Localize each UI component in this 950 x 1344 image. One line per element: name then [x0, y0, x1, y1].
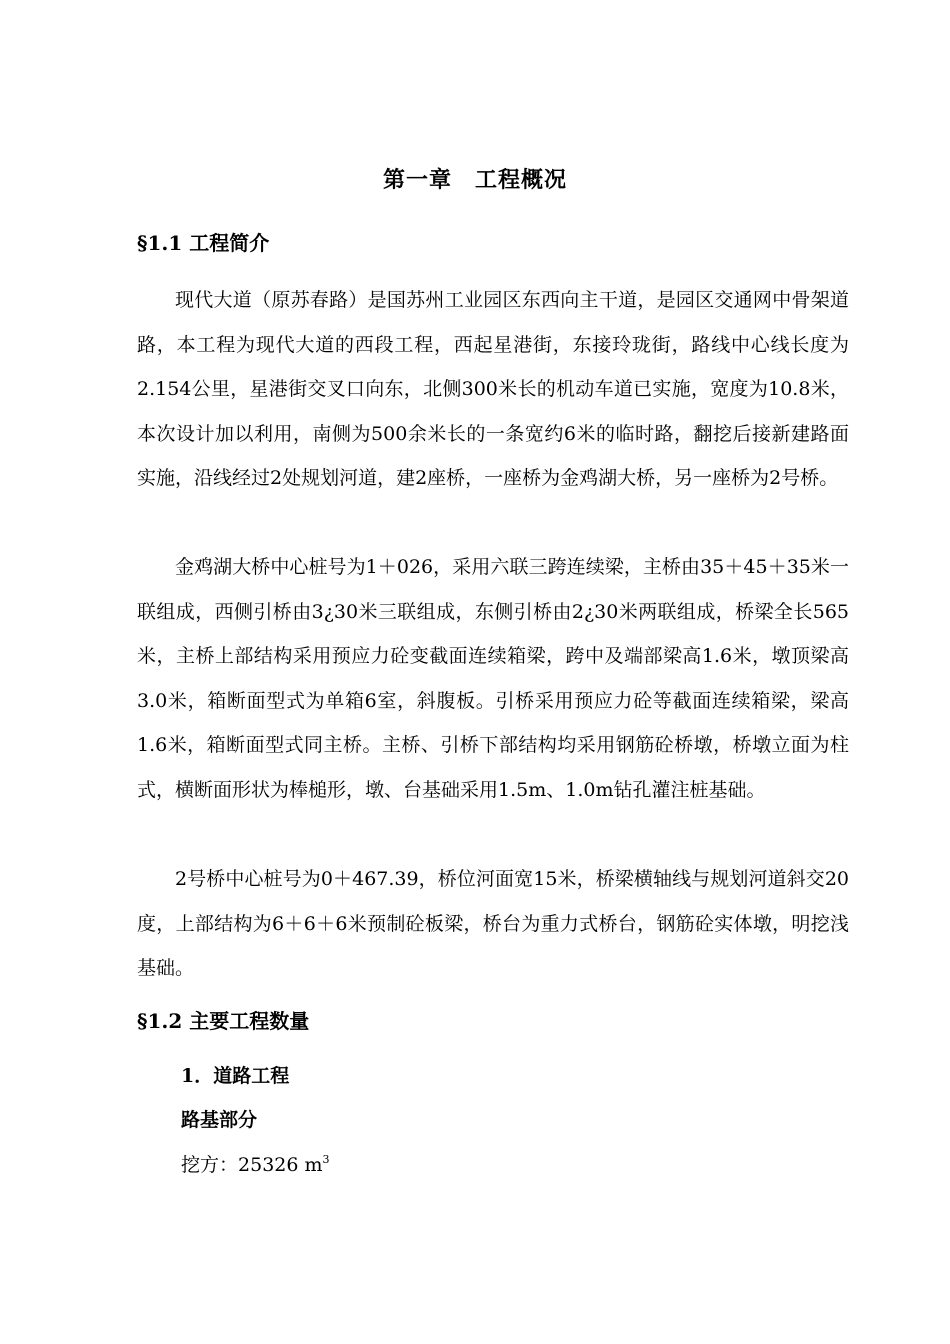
paragraph-project-overview: 现代大道（原苏春路）是国苏州工业园区东西向主干道，是园区交通网中骨架道路，本工程为现代大道的西段工程，西起星港街，东接玲珑街，路线中心线长度为2.154公里，星港街交叉口向东，北侧300米长的机动车道已实施，宽度为10.8米，本次设计加以利用，南侧为500余米长的一条宽约6米的临时路，翻挖后接新建路面实施，沿线经过2处规划河道，建2座桥，一座桥为金鸡湖大桥，另一座桥为2号桥。: [137, 289, 849, 489]
section-heading-1-2: §1.2 主要工程数量: [137, 1009, 310, 1033]
section-heading-1-1: §1.1 工程简介: [137, 231, 270, 255]
excavation-value: 25326 m: [238, 1154, 323, 1176]
excavation-line: [181, 1148, 330, 1182]
paragraph-bridge-2: 2号桥中心桩号为0＋467.39，桥位河面宽15米，桥梁横轴线与规划河道斜交20度，上部结构为6＋6＋6米预制砼板梁，桥台为重力式桥台，钢筋砼实体墩，明挖浅基础。: [137, 868, 849, 979]
paragraph-jinjihu-bridge: 金鸡湖大桥中心桩号为1＋026，采用六联三跨连续梁，主桥由35＋45＋35米一联组成，西侧引桥由3¿30米三联组成，东侧引桥由2¿30米两联组成，桥梁全长565米，主桥上部结构采用预应力砼变截面连续箱梁，跨中及端部梁高1.6米，墩顶梁高3.0米，箱断面型式为单箱6室，斜腹板。引桥采用预应力砼等截面连续箱梁，梁高1.6米，箱断面型式同主桥。主桥、引桥下部结构均采用钢筋砼桥墩，桥墩立面为柱式，横断面形状为棒槌形，墩、台基础采用1.5m、1.0m钻孔灌注桩基础。: [137, 556, 849, 801]
excavation-label: 挖方：: [181, 1154, 239, 1176]
chapter-title: 第一章 工程概况: [382, 167, 567, 193]
item-road-works: 1．道路工程: [181, 1065, 290, 1087]
excavation-unit-superscript: 3: [322, 1153, 330, 1166]
subsection-roadbed: 路基部分: [181, 1109, 258, 1131]
